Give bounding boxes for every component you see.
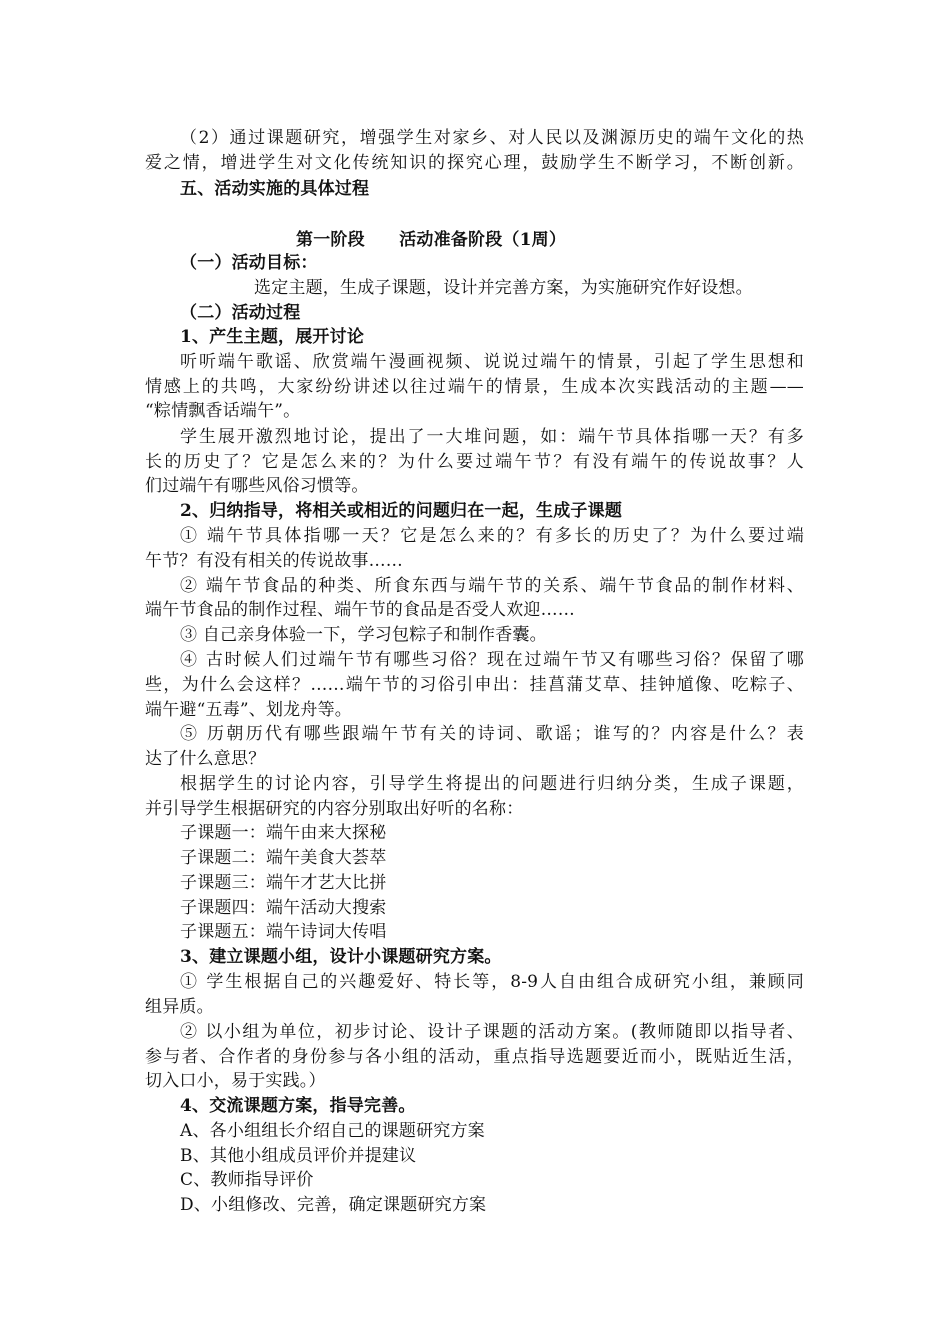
- paragraph-line: 长的历史了？它是怎么来的？为什么要过端午节？有没有端午的传说故事？人: [145, 452, 804, 472]
- subtopic-item: 子课题二：端午美食大荟萃: [180, 848, 387, 868]
- stage-heading: 第一阶段 活动准备阶段（1周）: [296, 230, 567, 250]
- step-heading-1: 1、产生主题，展开讨论: [180, 327, 365, 347]
- paragraph-line: ② 端午节食品的种类、所食东西与端午节的关系、端午节食品的制作材料、: [180, 576, 804, 596]
- paragraph-line: 爱之情，增进学生对文化传统知识的探究心理，鼓励学生不断学习，不断创新。: [145, 153, 804, 173]
- list-item: D、小组修改、完善，确定课题研究方案: [180, 1195, 487, 1215]
- paragraph-line: （2）通过课题研究，增强学生对家乡、对人民以及渊源历史的端午文化的热: [180, 128, 804, 148]
- step-heading-3: 3、建立课题小组，设计小课题研究方案。: [180, 947, 502, 967]
- paragraph-line: ④ 古时候人们过端午节有哪些习俗？现在过端午节又有哪些习俗？保留了哪: [180, 650, 804, 670]
- subtopic-item: 子课题一：端午由来大探秘: [180, 823, 387, 843]
- subtopic-item: 子课题四：端午活动大搜索: [180, 898, 387, 918]
- goal-text: 选定主题，生成子课题，设计并完善方案，为实施研究作好设想。: [254, 278, 753, 298]
- paragraph-line: 端午节食品的制作过程、端午节的食品是否受人欢迎……: [145, 600, 575, 620]
- paragraph-line: 些，为什么会这样？……端午节的习俗引申出：挂菖蒲艾草、挂钟馗像、吃粽子、: [145, 675, 804, 695]
- paragraph-line: ⑤ 历朝历代有哪些跟端午节有关的诗词、歌谣；谁写的？内容是什么？表: [180, 724, 804, 744]
- list-item: C、教师指导评价: [180, 1170, 314, 1190]
- step-heading-2: 2、归纳指导，将相关或相近的问题归在一起，生成子课题: [180, 501, 623, 521]
- list-item: A、各小组组长介绍自己的课题研究方案: [180, 1121, 485, 1141]
- list-item: B、其他小组成员评价并提建议: [180, 1146, 417, 1166]
- subtopic-item: 子课题三：端午才艺大比拼: [180, 873, 387, 893]
- subtopic-item: 子课题五：端午诗词大传唱: [180, 922, 387, 942]
- subheading-goal: （一）活动目标：: [180, 253, 318, 273]
- paragraph-line: 参与者、合作者的身份参与各小组的活动，重点指导选题要近而小，既贴近生活，: [145, 1047, 804, 1067]
- paragraph-line: 学生展开激烈地讨论，提出了一大堆问题，如：端午节具体指哪一天？有多: [180, 427, 804, 447]
- paragraph-line: 切入口小，易于实践。）: [145, 1071, 326, 1091]
- paragraph-line: 们过端午有哪些风俗习惯等。: [145, 476, 369, 496]
- section-heading: 五、活动实施的具体过程: [180, 179, 370, 199]
- paragraph-line: ① 学生根据自己的兴趣爱好、特长等，8-9人自由组合成研究小组，兼顾同: [180, 972, 804, 992]
- paragraph-line: 端午避“五毒”、划龙舟等。: [145, 700, 352, 720]
- paragraph-line: 并引导学生根据研究的内容分别取出好听的名称：: [145, 799, 524, 819]
- paragraph-line: 组异质。: [145, 997, 214, 1017]
- paragraph-line: ③ 自己亲身体验一下，学习包粽子和制作香囊。: [180, 625, 547, 645]
- paragraph-line: ② 以小组为单位，初步讨论、设计子课题的活动方案。(教师随即以指导者、: [180, 1022, 804, 1042]
- step-heading-4: 4、交流课题方案，指导完善。: [180, 1096, 416, 1116]
- paragraph-line: 根据学生的讨论内容，引导学生将提出的问题进行归纳分类，生成子课题，: [180, 774, 804, 794]
- subheading-process: （二）活动过程: [180, 303, 301, 323]
- paragraph-line: ① 端午节具体指哪一天？它是怎么来的？有多长的历史了？为什么要过端: [180, 526, 804, 546]
- paragraph-line: 达了什么意思？: [145, 749, 266, 769]
- paragraph-line: 午节？有没有相关的传说故事……: [145, 551, 403, 571]
- paragraph-line: 听听端午歌谣、欣赏端午漫画视频、说说过端午的情景，引起了学生思想和: [180, 352, 804, 372]
- paragraph-line: 情感上的共鸣，大家纷纷讲述以往过端午的情景，生成本次实践活动的主题——: [145, 377, 804, 397]
- paragraph-line: “粽情飘香话端午”。: [145, 401, 301, 421]
